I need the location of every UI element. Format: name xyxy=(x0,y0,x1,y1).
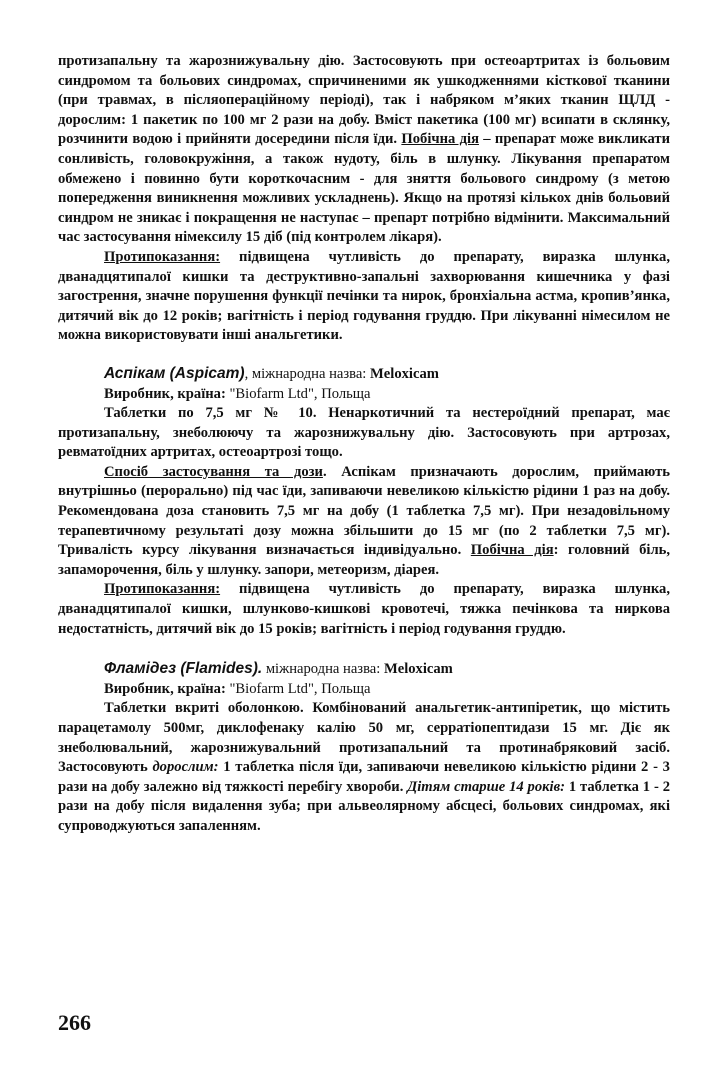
page-number: 266 xyxy=(58,1010,91,1035)
inn-label: , міжнародна назва: xyxy=(244,365,371,382)
intro-text-tail: – препарат може викликати сонливість, головокружіння, а також нудоту, біль в шлунку. Лікування препаратом обмежено і повинно бути короткочасним - для зняття больового синдрому (з метою попередження виникнення можливих ускладнень). Якщо на протязі кількох днів больовий синдром не зникає і покращення не наступає – препарт потрібно відмінити. Максимальний час застосування німексилу 15 діб (під контролем лікаря). xyxy=(58,131,670,246)
side-effects-label: Побічна дія xyxy=(401,131,479,148)
drug-name: Аспікам (Aspicam) xyxy=(104,364,245,382)
intro-text: протизапальну та жарознижувальну дію. Застосовують при остеоартритах із больовим синдромом та больових синдромах, спричиненими як ушкодженнями кісткової тканини (при травмах, в післяопераційному періоді), так і набряком м’яких тканин ЩЛД - дорослим: 1 пакетик по 100 мг 2 рази на добу. Вміст пакетика (100 мг) всипати в склянку, розчинити водою і прийняти досередини після їди. xyxy=(58,53,670,148)
usage-label: Спосіб застосування та дози xyxy=(104,463,323,480)
side-effects-label: Побічна дія xyxy=(470,542,554,559)
aspicam-heading xyxy=(58,364,670,385)
description-text: 1 таблетка після їди, запиваючи невеликою кількістю рідини 2 - 3 рази на добу залежно від тяжкості перебігу хвороби. xyxy=(58,759,670,795)
usage-text: . Аспікам призначають дорослим, приймають внутрішньо (перорально) під час їди, запиваючи невеликою кількістю рідини 1 раз на добу. Рекомендована доза становить 7,5 мг на добу (1 таблетка 7,5 мг). При незадовільному терапевтичному результаті дозу можна збільшити до 15 мг (по 2 таблетки 7,5 мг). Тривалість курсу лікування визначається індивідуально. xyxy=(58,463,671,559)
side-effects-text: : головний біль, запаморочення, біль у шлунку. запори, метеоризм, діарея. xyxy=(58,542,670,578)
aspicam-description: Таблетки по 7,5 мг № 10. Ненаркотичний та нестероїдний препарат, має протизапальну, знеболюючу та жарознижувальну дію. Застосовують при артрозах, ревматоїдних артритах, остеоартрозі тощо. xyxy=(58,405,670,461)
inn-value: Meloxicam xyxy=(370,365,439,382)
aspicam-maker xyxy=(58,385,670,405)
contraindications-label: Протипоказання: xyxy=(104,248,221,265)
contraindications-label: Протипоказання: xyxy=(104,581,221,598)
adults-label: дорослим: xyxy=(152,759,219,776)
flamides-heading xyxy=(58,659,670,680)
intro-contraindications xyxy=(58,248,670,346)
children-label: Дітям старше 14 років: xyxy=(407,778,565,795)
maker-value: "Biofarm Ltd", Польща xyxy=(229,680,371,697)
maker-value: "Biofarm Ltd", Польща xyxy=(229,385,371,402)
contraindications-text: підвищена чутливість до препарату, виразка шлунка, дванадцятипалої кишки, шлунково-кишкові кровотечі, тяжка печінкова та ниркова недостатність, дитячий вік до 15 років; вагітність і період годування груддю. xyxy=(58,581,670,637)
page-content xyxy=(58,52,670,837)
flamides-description xyxy=(58,699,670,836)
flamides-maker xyxy=(58,680,670,700)
aspicam-usage xyxy=(58,463,670,581)
inn-label: міжнародна назва: xyxy=(262,661,384,678)
description-text: 1 таблетка 1 - 2 рази на добу після видалення зуба; при альвеолярному абсцесі, больових синдромах, які супроводжуються запаленням. xyxy=(58,778,670,834)
contraindications-text: підвищена чутливість до препарату, виразка шлунка, дванадцятипалої кишки та деструктивно-запальні захворювання кишечника у фазі загострення, значне порушення функції печінки та нирок, бронхіальна астма, кропив’янка, дитячий вік до 12 років; вагітність і період годування груддю. При лікуванні німесилом не можна використовувати інші анальгетики. xyxy=(58,248,670,344)
maker-label: Виробник, країна: xyxy=(104,385,230,402)
inn-value: Meloxicam xyxy=(383,661,453,678)
aspicam-contraindications xyxy=(58,580,670,639)
drug-name: Фламідез (Flamides). xyxy=(104,660,263,678)
intro-paragraph xyxy=(58,52,670,248)
maker-label: Виробник, країна: xyxy=(104,680,230,697)
description-text: Таблетки вкриті оболонкою. Комбінований анальгетик-антипіретик, що містить парацетамолу 500мг, диклофенаку калію 50 мг, серратіопептидази 15 мг. Діє як знеболювальний, жарознижувальний протизапальний та протинабряковий засіб. Застосовують xyxy=(58,700,670,776)
